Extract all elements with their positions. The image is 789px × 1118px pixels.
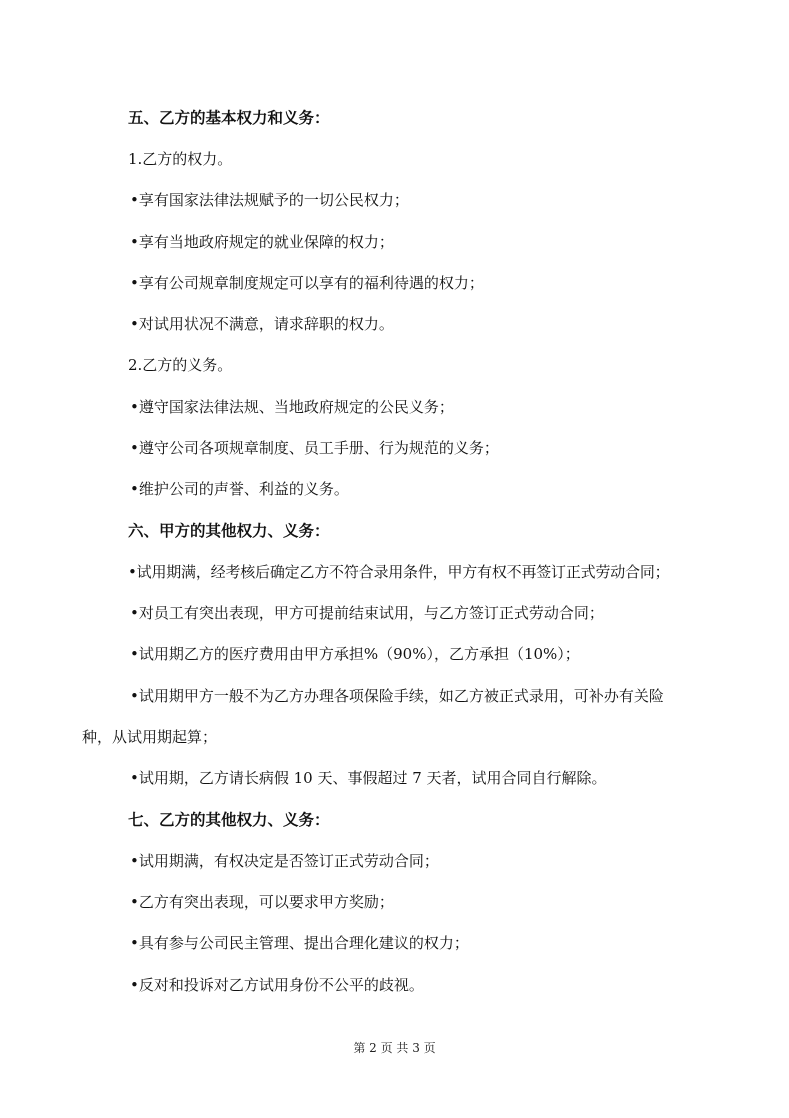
section-5-duties-title: 2.乙方的义务。 — [128, 356, 233, 374]
section-5-rights-item: •享有当地政府规定的就业保障的权力； — [130, 233, 394, 251]
section-6-long-item-line2: 种，从试用期起算； — [82, 728, 218, 746]
section-6-item: •试用期乙方的医疗费用由甲方承担%（90%），乙方承担（10%）； — [130, 645, 580, 663]
section-6-long-item-line1: •试用期甲方一般不为乙方办理各项保险手续，如乙方被正式录用，可补办有关险 — [130, 687, 664, 705]
section-5-heading: 五、乙方的基本权力和义务： — [128, 109, 330, 127]
section-6-item: •试用期满，经考核后确定乙方不符合录用条件，甲方有权不再签订正式劳动合同； — [128, 563, 670, 581]
section-6-item: •对员工有突出表现，甲方可提前结束试用，与乙方签订正式劳动合同； — [130, 604, 604, 622]
section-5-rights-item: •享有公司规章制度规定可以享有的福利待遇的权力； — [130, 274, 484, 292]
section-5-duties-item: •遵守国家法律法规、当地政府规定的公民义务； — [130, 398, 454, 416]
section-7-item: •反对和投诉对乙方试用身份不公平的歧视。 — [130, 976, 424, 994]
section-7-item: •试用期满，有权决定是否签订正式劳动合同； — [130, 852, 439, 870]
section-7-heading: 七、乙方的其他权力、义务： — [128, 811, 330, 829]
section-5-duties-item: •维护公司的声誉、利益的义务。 — [130, 480, 349, 498]
section-7-item: •乙方有突出表现，可以要求甲方奖励； — [130, 893, 394, 911]
section-5-duties-item: •遵守公司各项规章制度、员工手册、行为规范的义务； — [130, 439, 499, 457]
page-footer: 第 2 页 共 3 页 — [353, 1041, 436, 1055]
section-7-item: •具有参与公司民主管理、提出合理化建议的权力； — [130, 934, 469, 952]
section-6-heading: 六、甲方的其他权力、义务： — [128, 522, 330, 540]
section-5-rights-title: 1.乙方的权力。 — [128, 150, 233, 168]
section-5-rights-item: •对试用状况不满意，请求辞职的权力。 — [130, 315, 394, 333]
section-5-rights-item: •享有国家法律法规赋予的一切公民权力； — [130, 191, 409, 209]
section-6-last-item: •试用期，乙方请长病假 10 天、事假超过 7 天者，试用合同自行解除。 — [130, 769, 607, 787]
